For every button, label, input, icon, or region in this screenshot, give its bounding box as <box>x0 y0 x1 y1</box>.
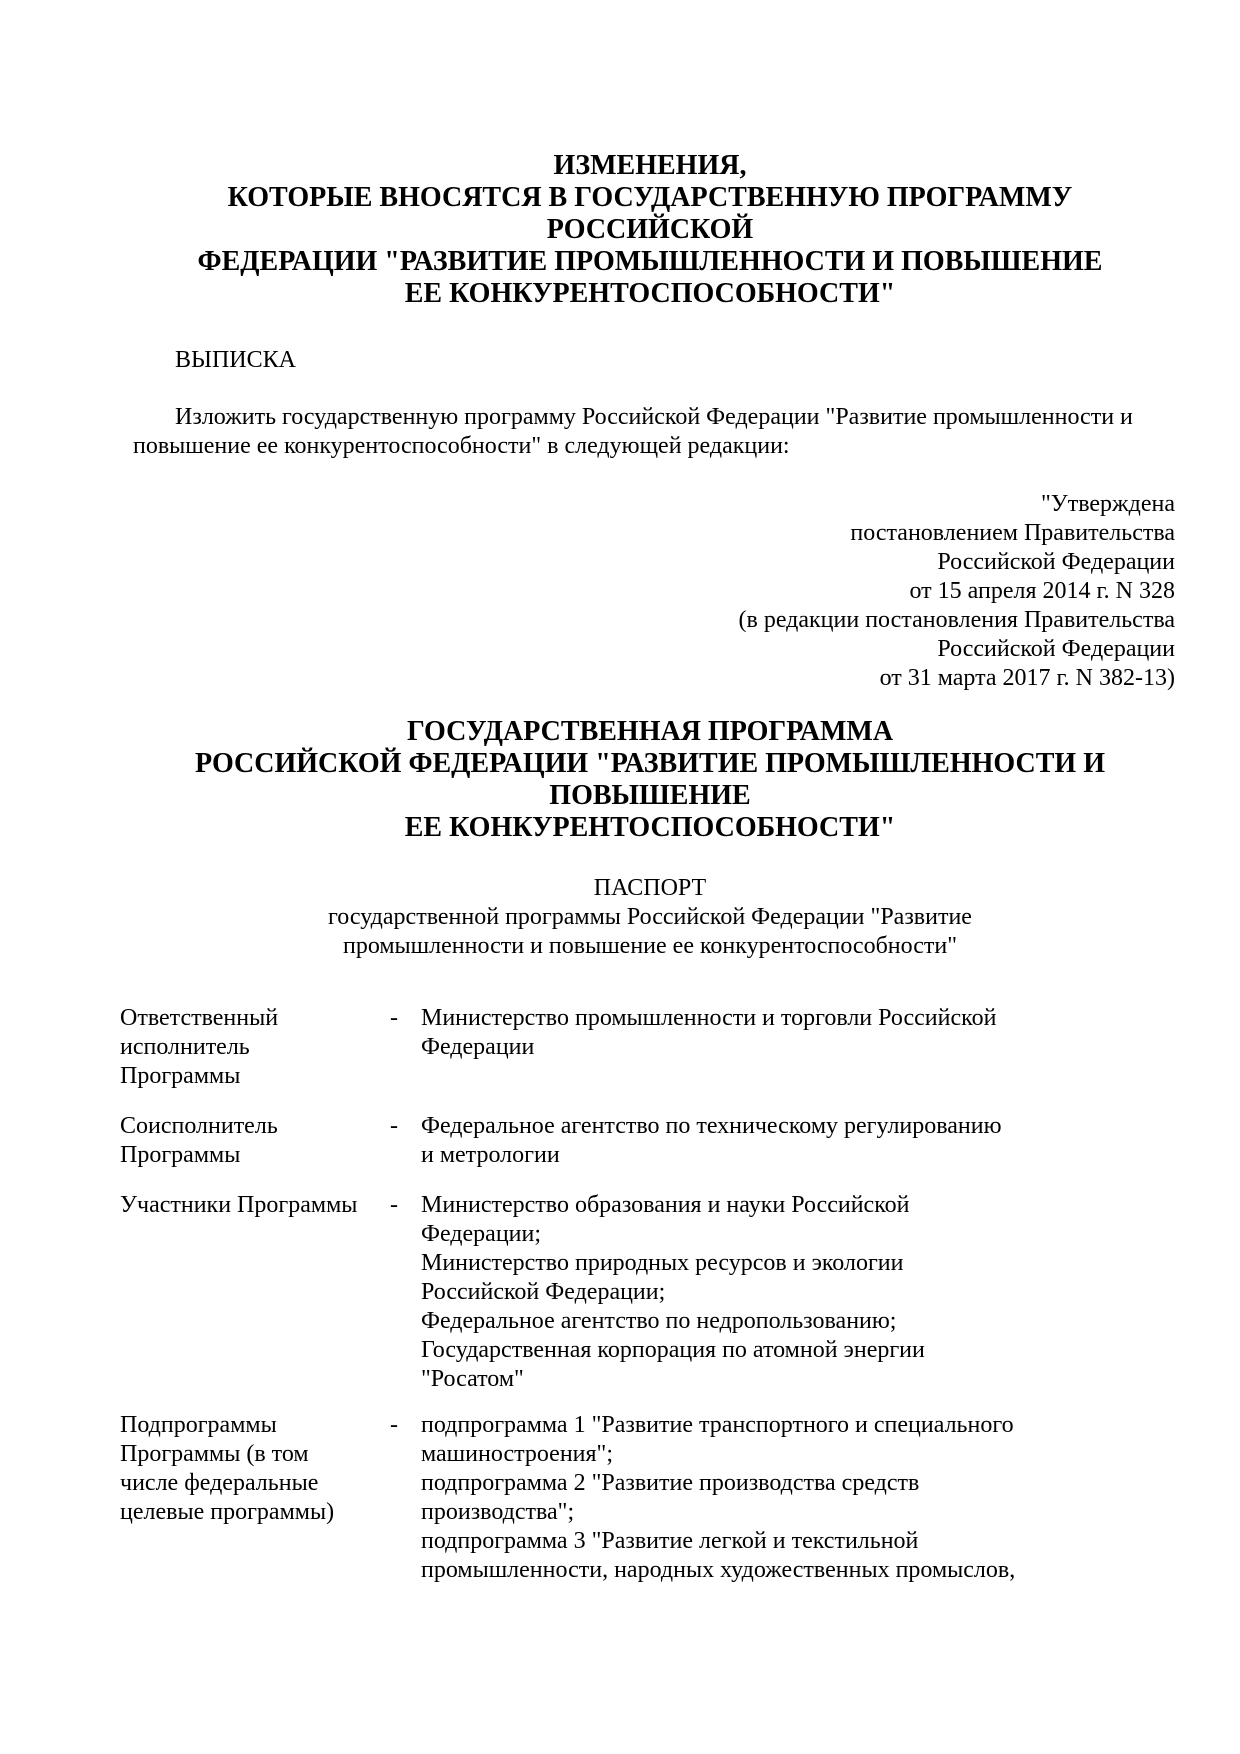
approval-line: постановлением Правительства <box>850 520 1175 546</box>
value-line: производства"; <box>421 1499 575 1525</box>
passport-row-dash: - <box>390 1192 398 1218</box>
label-line: Программы (в том <box>120 1441 309 1467</box>
label-line: числе федеральные <box>120 1470 319 1496</box>
label-line: Программы <box>120 1063 241 1089</box>
label-line: Программы <box>120 1142 241 1168</box>
value-line: Министерство природных ресурсов и экологии <box>421 1250 904 1276</box>
value-line: и метрологии <box>421 1142 560 1168</box>
program-title-line: ГОСУДАРСТВЕННАЯ ПРОГРАММА <box>406 716 894 747</box>
intro-paragraph-line: повышение ее конкурентоспособности" в следующей редакции: <box>133 433 790 459</box>
value-line: Министерство промышленности и торговли Российской <box>421 1005 997 1031</box>
label-line: Соисполнитель <box>120 1113 278 1139</box>
label-line: целевые программы) <box>120 1499 335 1525</box>
program-title <box>120 716 1180 844</box>
label-line: Подпрограммы <box>120 1412 277 1438</box>
passport-row-label <box>120 1112 375 1170</box>
passport-header <box>120 874 1180 961</box>
approval-line: от 31 марта 2017 г. N 382-13) <box>879 665 1175 691</box>
passport-row-label <box>120 1411 375 1527</box>
approval-stamp <box>739 490 1176 693</box>
passport-row-value <box>421 1004 1061 1062</box>
program-title-line: ЕЕ КОНКУРЕНТОСПОСОБНОСТИ" <box>404 812 896 843</box>
value-line: Федеральное агентство по недропользованию; <box>421 1308 897 1334</box>
passport-subtitle-line: промышленности и повышение ее конкурентоспособности" <box>342 933 958 959</box>
approval-line: Российской Федерации <box>937 636 1175 662</box>
program-title-line: ПОВЫШЕНИЕ <box>549 780 751 811</box>
value-line: Федерации <box>421 1034 535 1060</box>
value-line: машиностроения"; <box>421 1441 614 1467</box>
passport-row-dash: - <box>390 1113 398 1139</box>
passport-subtitle-line: государственной программы Российской Федерации "Развитие <box>328 904 972 930</box>
passport-heading: ПАСПОРТ <box>593 875 707 901</box>
label-line: Ответственный <box>120 1005 279 1031</box>
value-line: промышленности, народных художественных промыслов, <box>421 1557 1016 1583</box>
approval-line: от 15 апреля 2014 г. N 328 <box>909 578 1175 604</box>
value-line: Министерство образования и науки Российской <box>421 1192 910 1218</box>
value-line: Российской Федерации; <box>421 1279 666 1305</box>
passport-row-value <box>421 1411 1061 1585</box>
value-line: Государственная корпорация по атомной энергии <box>421 1337 925 1363</box>
document-title-line: ФЕДЕРАЦИИ "РАЗВИТИЕ ПРОМЫШЛЕННОСТИ И ПОВЫШЕНИЕ <box>197 246 1103 277</box>
passport-row-dash: - <box>390 1005 398 1031</box>
approval-line: (в редакции постановления Правительства <box>738 607 1175 633</box>
document-title-line: ЕЕ КОНКУРЕНТОСПОСОБНОСТИ" <box>404 278 896 309</box>
value-line: подпрограмма 2 "Развитие производства средств <box>421 1470 920 1496</box>
passport-row-value <box>421 1112 1061 1170</box>
document-title-line: КОТОРЫЕ ВНОСЯТСЯ В ГОСУДАРСТВЕННУЮ ПРОГРАММУ <box>227 182 1073 213</box>
passport-row-value <box>421 1191 1061 1394</box>
label-line: Участники Программы <box>120 1192 358 1218</box>
approval-line: "Утверждена <box>1040 491 1175 517</box>
value-line: подпрограмма 1 "Развитие транспортного и специального <box>421 1412 1014 1438</box>
document-title-line: РОССИЙСКОЙ <box>546 214 754 245</box>
document-title-line: ИЗМЕНЕНИЯ, <box>553 150 747 181</box>
program-title-line: РОССИЙСКОЙ ФЕДЕРАЦИИ "РАЗВИТИЕ ПРОМЫШЛЕННОСТИ И <box>195 748 1105 779</box>
extract-label: ВЫПИСКА <box>175 347 296 373</box>
passport-row-label <box>120 1191 375 1220</box>
value-line: Федеральное агентство по техническому регулированию <box>421 1113 1002 1139</box>
passport-row-label <box>120 1004 375 1091</box>
value-line: Федерации; <box>421 1221 542 1247</box>
value-line: подпрограмма 3 "Развитие легкой и текстильной <box>421 1528 919 1554</box>
label-line: исполнитель <box>120 1034 250 1060</box>
approval-line: Российской Федерации <box>937 549 1175 575</box>
document-title <box>120 150 1180 310</box>
value-line: "Росатом" <box>421 1366 524 1392</box>
intro-paragraph-line: Изложить государственную программу Российской Федерации "Развитие промышленности и <box>175 404 1133 430</box>
passport-row-dash: - <box>390 1412 398 1438</box>
